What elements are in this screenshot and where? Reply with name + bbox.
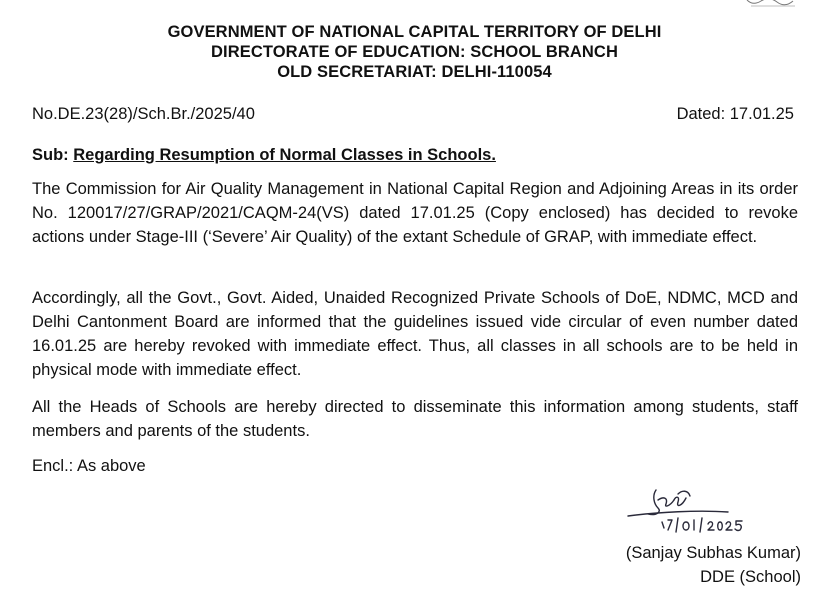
date-label: Dated: 17.01.25 [676, 105, 794, 123]
signatory-designation: DDE (School) [700, 568, 801, 586]
letterhead-line-directorate: DIRECTORATE OF EDUCATION: SCHOOL BRANCH [211, 43, 618, 61]
signatory-block [626, 541, 801, 589]
letterhead-line-address: OLD SECRETARIAT: DELHI-110054 [277, 63, 552, 81]
body-paragraph-2: Accordingly, all the Govt., Govt. Aided, Unaided Recognized Private Schools of DoE, NDMC, MCD and Delhi Cantonment Board are informed that the guidelines issued vide circular of even number dated 16.01.25 are hereby revoked with immediate effect. Thus, all classes in all schools are to be held in physical mode with immediate effect. [32, 289, 798, 379]
letterhead-line-government: GOVERNMENT OF NATIONAL CAPITAL TERRITORY OF DELHI [167, 23, 662, 41]
enclosure-note: Encl.: As above [32, 457, 146, 475]
letterhead [0, 22, 829, 82]
reference-number: No.DE.23(28)/Sch.Br./2025/40 [32, 105, 255, 123]
body-paragraph-1: The Commission for Air Quality Management in National Capital Region and Adjoining Areas in its order No. 120017/27/GRAP/2021/CAQM-24(VS) dated 17.01.25 (Copy enclosed) has decided to revoke actions under Stage-III (‘Severe’ Air Quality) of the extant Schedule of GRAP, with immediate effect. [32, 180, 798, 246]
signatory-name: (Sanjay Subhas Kumar) [625, 544, 801, 562]
subject-text: Regarding Resumption of Normal Classes in Schools. [73, 146, 496, 164]
subject-prefix: Sub: [32, 146, 69, 164]
handwritten-signature-icon [618, 486, 778, 542]
emblem-fragment-icon [743, 0, 803, 10]
subject-line [32, 145, 496, 165]
body-paragraph-3: All the Heads of Schools are hereby directed to disseminate this information among students, staff members and parents of the students. [32, 398, 798, 440]
